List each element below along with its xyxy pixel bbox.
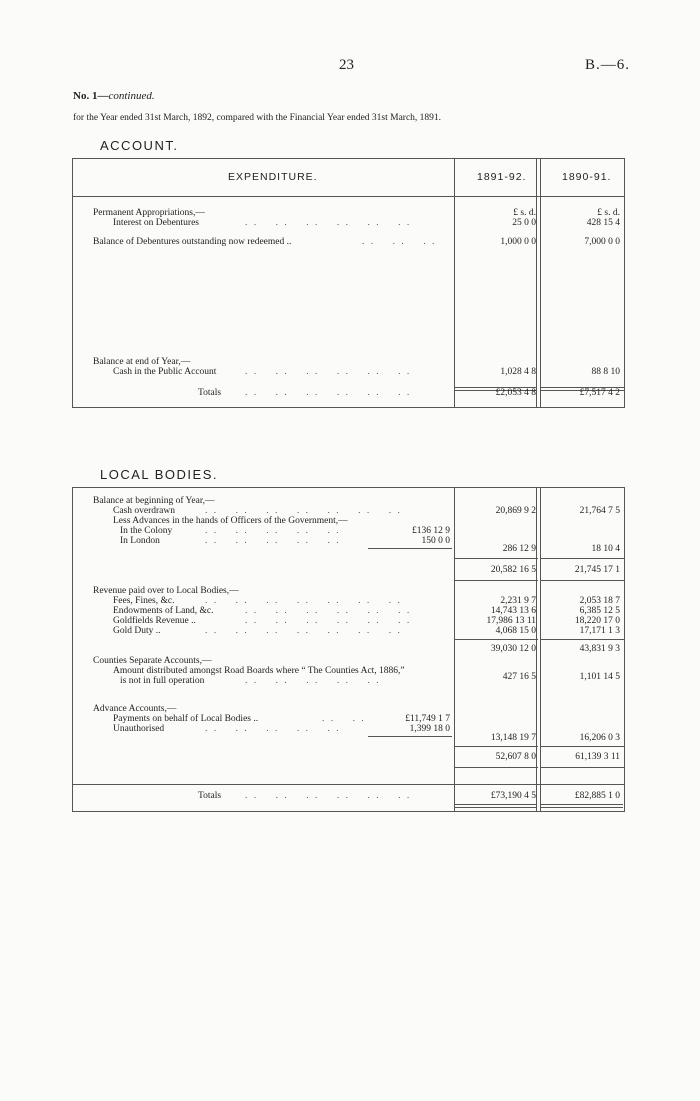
interest-label: Interest on Debentures <box>113 218 199 228</box>
sum-rule <box>368 736 452 737</box>
local-totals-label: Totals <box>198 791 222 801</box>
cash-public-label: Cash in the Public Account <box>113 367 217 377</box>
sum-rule <box>540 767 624 768</box>
total-top-rule <box>73 784 624 785</box>
balance-end-label: Balance at end of Year,— <box>93 357 191 367</box>
sum-rule <box>368 548 452 549</box>
in-london-amount: 150 0 0 <box>421 536 450 546</box>
dot-leader: . . . . . . . . . . . . . . <box>205 626 402 636</box>
cash-overdrawn-label: Cash overdrawn <box>113 506 175 516</box>
advances-y2: 18 10 4 <box>591 544 620 554</box>
goldfields-revenue-y2: 18,220 17 0 <box>574 616 620 626</box>
gold-duty-y2: 17,171 1 3 <box>579 626 620 636</box>
dot-leader: . . . . . . . . . . . . <box>245 606 412 616</box>
unauthorised-label: Unauthorised <box>113 724 165 734</box>
dot-leader: . . . . . . . . . . . . <box>245 218 412 228</box>
subtotal-1-y2: 21,745 17 1 <box>574 565 620 575</box>
header-rule <box>73 196 624 197</box>
year-1891-header: 1891-92. <box>477 171 527 183</box>
endowments-y1: 14,743 13 6 <box>490 606 536 616</box>
cash-public-y2: 88 8 10 <box>591 367 620 377</box>
account-title: ACCOUNT. <box>100 138 179 153</box>
fees-y2: 2,053 18 7 <box>579 596 620 606</box>
balance-debentures-y2: 7,000 0 0 <box>584 237 620 247</box>
payments-amount: £11,749 1 7 <box>405 714 450 724</box>
advance-accounts-y1: 13,148 19 7 <box>490 733 536 743</box>
balance-begin-label: Balance at beginning of Year,— <box>93 496 215 506</box>
cash-overdrawn-y2: 21,764 7 5 <box>579 506 620 516</box>
sum-rule <box>540 639 624 640</box>
endowments-y2: 6,385 12 5 <box>579 606 620 616</box>
units-y2: £ s. d. <box>597 208 620 218</box>
dot-leader: . . . . . . . . . . . . . . <box>205 596 402 606</box>
year-1890-header: 1890-91. <box>562 171 612 183</box>
gold-duty-y1: 4,068 15 0 <box>495 626 536 636</box>
col-divider <box>454 488 455 811</box>
permanent-appropriations-label: Permanent Appropriations,— <box>93 208 205 218</box>
amount-distributed-label: Amount distributed amongst Road Boards where “ The Counties Act, 1886,” <box>113 666 405 676</box>
in-colony-amount: £136 12 9 <box>412 526 450 536</box>
unauthorised-amount: 1,399 18 0 <box>409 724 450 734</box>
goldfields-revenue-y1: 17,986 13 11 <box>486 616 536 626</box>
gold-duty-label: Gold Duty .. <box>113 626 161 636</box>
dot-leader: . . . . . . . . . . . . <box>245 388 412 398</box>
dot-leader: . . . . . . . . . . . . <box>245 791 412 801</box>
dot-leader: . . . . . . . . . . <box>245 676 381 686</box>
advance-accounts-y2: 16,206 0 3 <box>579 733 620 743</box>
dot-leader: . . . . . . . . . . <box>205 526 341 536</box>
sum-rule <box>454 580 538 581</box>
balance-debentures-label: Balance of Debentures outstanding now redeemed .. <box>93 237 292 247</box>
interest-y2: 428 15 4 <box>586 218 620 228</box>
units-y1: £ s. d. <box>513 208 536 218</box>
counties-label: Counties Separate Accounts,— <box>93 656 212 666</box>
sum-rule <box>454 639 538 640</box>
not-full-operation-label: is not in full operation <box>120 676 205 686</box>
subtotal-2-y1: 52,607 8 0 <box>495 752 536 762</box>
document-reference: B.—6. <box>585 57 631 73</box>
dot-leader: . . . . . . <box>362 237 437 247</box>
total-rule-y1 <box>455 804 536 808</box>
continued-heading <box>73 90 155 102</box>
dot-leader: . . . . . . . . . . . . <box>245 616 412 626</box>
in-colony-label: In the Colony <box>120 526 173 536</box>
continued-italic: continued. <box>108 90 155 102</box>
revenue-total-y2: 43,831 9 3 <box>579 644 620 654</box>
sum-rule <box>454 746 538 747</box>
total-rule-y2 <box>541 804 623 808</box>
goldfields-revenue-label: Goldfields Revenue .. <box>113 616 196 626</box>
less-advances-label: Less Advances in the hands of Officers of the Government,— <box>113 516 348 526</box>
account-totals-label: Totals <box>198 388 222 398</box>
sum-rule <box>540 746 624 747</box>
payments-label: Payments on behalf of Local Bodies .. <box>113 714 259 724</box>
expenditure-header: EXPENDITURE. <box>228 171 318 183</box>
dot-leader: . . . . <box>322 714 366 724</box>
endowments-label: Endowments of Land, &c. <box>113 606 214 616</box>
advances-y1: 286 12 9 <box>502 544 536 554</box>
counties-y1: 427 16 5 <box>502 672 536 682</box>
subtotal-2-y2: 61,139 3 11 <box>575 752 620 762</box>
fees-label: Fees, Fines, &c. <box>113 596 175 606</box>
interest-y1: 25 0 0 <box>512 218 536 228</box>
balance-debentures-y1: 1,000 0 0 <box>500 237 536 247</box>
sum-rule <box>454 767 538 768</box>
account-totals-y2: £7,517 4 2 <box>579 388 620 398</box>
dot-leader: . . . . . . . . . . . . . . <box>205 506 402 516</box>
local-totals-y1: £73,190 4 5 <box>490 791 536 801</box>
dot-leader: . . . . . . . . . . <box>205 536 341 546</box>
sum-rule <box>540 558 624 559</box>
revenue-paid-label: Revenue paid over to Local Bodies,— <box>93 586 239 596</box>
advance-accounts-label: Advance Accounts,— <box>93 704 177 714</box>
sum-rule <box>454 558 538 559</box>
page-number: 23 <box>339 57 354 73</box>
cash-overdrawn-y1: 20,869 9 2 <box>495 506 536 516</box>
account-totals-y1: £2,053 4 8 <box>495 388 536 398</box>
subtotal-1-y1: 20,582 16 5 <box>490 565 536 575</box>
revenue-total-y1: 39,030 12 0 <box>490 644 536 654</box>
fees-y1: 2,231 9 7 <box>500 596 536 606</box>
year-line: for the Year ended 31st March, 1892, compared with the Financial Year ended 31st March, 1891. <box>73 113 442 123</box>
local-bodies-title: LOCAL BODIES. <box>100 467 218 482</box>
counties-y2: 1,101 14 5 <box>579 672 620 682</box>
in-london-label: In London <box>120 536 160 546</box>
dot-leader: . . . . . . . . . . <box>205 724 341 734</box>
continued-label: No. 1— <box>73 90 109 102</box>
local-totals-y2: £82,885 1 0 <box>574 791 620 801</box>
cash-public-y1: 1,028 4 8 <box>500 367 536 377</box>
sum-rule <box>540 580 624 581</box>
dot-leader: . . . . . . . . . . . . <box>245 367 412 377</box>
